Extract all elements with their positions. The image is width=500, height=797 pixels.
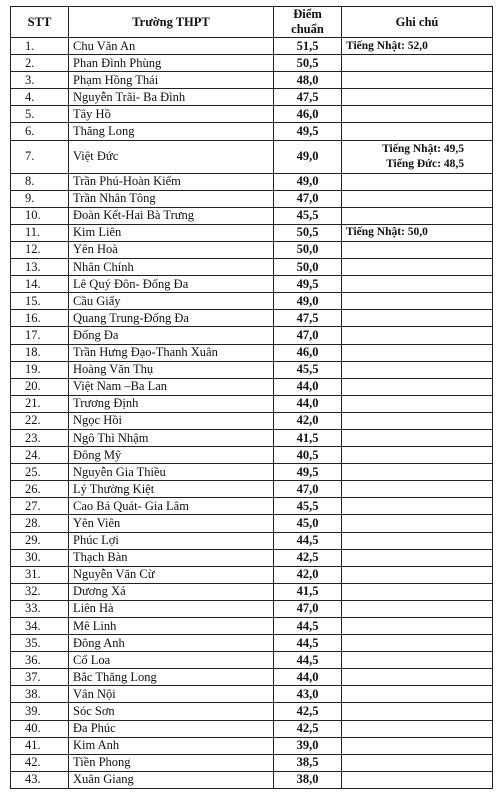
row-school-name: Tiền Phong — [69, 754, 274, 771]
row-school-name: Trần Phú-Hoàn Kiếm — [69, 173, 274, 190]
row-school-name: Cao Bá Quát- Gia Lâm — [69, 498, 274, 515]
row-stt: 2. — [11, 55, 69, 72]
header-school: Trường THPT — [69, 7, 274, 38]
header-score-line1: Điểm — [293, 7, 322, 21]
row-school-name: Ngô Thì Nhậm — [69, 429, 274, 446]
row-note — [342, 344, 493, 361]
table-row — [11, 106, 493, 123]
row-note — [342, 532, 493, 549]
table-row — [11, 771, 493, 788]
row-stt: 31. — [11, 566, 69, 583]
table-row — [11, 293, 493, 310]
table-row — [11, 720, 493, 737]
row-note — [342, 276, 493, 293]
row-stt: 17. — [11, 327, 69, 344]
row-note — [342, 549, 493, 566]
row-school-name: Nguyễn Văn Cừ — [69, 566, 274, 583]
note-line: Tiếng Nhật: 49,5 — [382, 142, 464, 155]
row-score: 49,0 — [274, 293, 342, 310]
header-note: Ghi chú — [342, 7, 493, 38]
row-note — [342, 771, 493, 788]
row-stt: 34. — [11, 618, 69, 635]
row-score: 49,5 — [274, 464, 342, 481]
row-school-name: Phạm Hồng Thái — [69, 72, 274, 89]
table-row — [11, 754, 493, 771]
header-stt: STT — [11, 7, 69, 38]
row-school-name: Yên Hoà — [69, 241, 274, 258]
row-school-name: Đông Mỹ — [69, 447, 274, 464]
row-school-name: Phúc Lợi — [69, 532, 274, 549]
row-score: 47,5 — [274, 310, 342, 327]
row-score: 44,5 — [274, 532, 342, 549]
row-note — [342, 686, 493, 703]
table-row — [11, 72, 493, 89]
row-note — [342, 412, 493, 429]
score-table-container — [10, 6, 492, 789]
table-row — [11, 224, 493, 241]
row-score: 45,5 — [274, 361, 342, 378]
header-score — [274, 7, 342, 38]
table-row — [11, 686, 493, 703]
row-note — [342, 310, 493, 327]
row-school-name: Bắc Thăng Long — [69, 669, 274, 686]
row-stt: 11. — [11, 224, 69, 241]
row-school-name: Sóc Sơn — [69, 703, 274, 720]
row-stt: 10. — [11, 207, 69, 224]
table-row — [11, 669, 493, 686]
row-stt: 43. — [11, 771, 69, 788]
table-row — [11, 344, 493, 361]
row-stt: 39. — [11, 703, 69, 720]
table-row — [11, 464, 493, 481]
row-note — [342, 447, 493, 464]
row-stt: 40. — [11, 720, 69, 737]
row-score: 45,5 — [274, 207, 342, 224]
row-school-name: Kim Anh — [69, 737, 274, 754]
table-row — [11, 361, 493, 378]
row-score: 46,0 — [274, 344, 342, 361]
row-note — [342, 600, 493, 617]
row-stt: 19. — [11, 361, 69, 378]
row-stt: 13. — [11, 259, 69, 276]
row-school-name: Trần Hưng Đạo-Thanh Xuân — [69, 344, 274, 361]
note-line: Tiếng Đức: 48,5 — [386, 157, 464, 170]
row-note — [342, 669, 493, 686]
row-school-name: Thạch Bàn — [69, 549, 274, 566]
row-stt: 26. — [11, 481, 69, 498]
table-header-row — [11, 7, 493, 38]
table-row — [11, 532, 493, 549]
note-line: Tiếng Nhật: 50,0 — [346, 226, 428, 239]
row-note — [342, 635, 493, 652]
row-note — [342, 703, 493, 720]
row-school-name: Việt Nam –Ba Lan — [69, 378, 274, 395]
table-row — [11, 55, 493, 72]
row-score: 44,0 — [274, 395, 342, 412]
row-note — [342, 618, 493, 635]
row-note — [342, 173, 493, 190]
row-note — [342, 55, 493, 72]
row-note — [342, 241, 493, 258]
row-school-name: Đống Đa — [69, 327, 274, 344]
row-stt: 12. — [11, 241, 69, 258]
row-stt: 8. — [11, 173, 69, 190]
row-note — [342, 515, 493, 532]
row-score: 41,5 — [274, 583, 342, 600]
table-row — [11, 207, 493, 224]
row-school-name: Ngọc Hồi — [69, 412, 274, 429]
table-row — [11, 549, 493, 566]
row-note — [342, 106, 493, 123]
row-score: 49,0 — [274, 140, 342, 173]
table-row — [11, 412, 493, 429]
table-row — [11, 600, 493, 617]
row-school-name: Thăng Long — [69, 123, 274, 140]
row-score: 42,5 — [274, 703, 342, 720]
row-note — [342, 652, 493, 669]
row-stt: 14. — [11, 276, 69, 293]
row-note — [342, 395, 493, 412]
row-score: 41,5 — [274, 429, 342, 446]
row-score: 49,5 — [274, 123, 342, 140]
row-stt: 9. — [11, 190, 69, 207]
row-stt: 24. — [11, 447, 69, 464]
row-stt: 36. — [11, 652, 69, 669]
table-row — [11, 429, 493, 446]
row-score: 38,5 — [274, 754, 342, 771]
table-row — [11, 737, 493, 754]
row-score: 40,5 — [274, 447, 342, 464]
row-note — [342, 583, 493, 600]
row-score: 38,0 — [274, 771, 342, 788]
row-score: 44,5 — [274, 618, 342, 635]
note-line: Tiếng Nhật: 52,0 — [346, 39, 428, 52]
row-stt: 6. — [11, 123, 69, 140]
row-stt: 3. — [11, 72, 69, 89]
table-row — [11, 618, 493, 635]
row-score: 47,5 — [274, 89, 342, 106]
row-school-name: Chu Văn An — [69, 38, 274, 55]
row-school-name: Vân Nội — [69, 686, 274, 703]
row-school-name: Xuân Giang — [69, 771, 274, 788]
row-note — [342, 89, 493, 106]
row-score: 42,5 — [274, 720, 342, 737]
row-note — [342, 361, 493, 378]
row-stt: 33. — [11, 600, 69, 617]
row-note — [342, 566, 493, 583]
row-school-name: Đoàn Kết-Hai Bà Trưng — [69, 207, 274, 224]
row-school-name: Đông Anh — [69, 635, 274, 652]
row-score: 50,5 — [274, 55, 342, 72]
table-row — [11, 378, 493, 395]
row-note — [342, 72, 493, 89]
row-score: 50,0 — [274, 259, 342, 276]
row-score: 44,0 — [274, 378, 342, 395]
row-school-name: Mê Linh — [69, 618, 274, 635]
row-note — [342, 190, 493, 207]
row-stt: 37. — [11, 669, 69, 686]
row-school-name: Nguyễn Gia Thiều — [69, 464, 274, 481]
table-row — [11, 276, 493, 293]
row-school-name: Dương Xá — [69, 583, 274, 600]
row-stt: 35. — [11, 635, 69, 652]
row-score: 49,0 — [274, 173, 342, 190]
row-score: 47,0 — [274, 190, 342, 207]
row-school-name: Yên Viên — [69, 515, 274, 532]
header-score-line2: chuẩn — [291, 22, 324, 36]
row-note — [342, 327, 493, 344]
row-stt: 15. — [11, 293, 69, 310]
row-school-name: Hoàng Văn Thụ — [69, 361, 274, 378]
row-note — [342, 140, 493, 173]
table-row — [11, 310, 493, 327]
row-score: 47,0 — [274, 327, 342, 344]
table-row — [11, 173, 493, 190]
table-row — [11, 515, 493, 532]
row-school-name: Quang Trung-Đống Đa — [69, 310, 274, 327]
row-stt: 23. — [11, 429, 69, 446]
row-note — [342, 429, 493, 446]
row-note — [342, 498, 493, 515]
row-score: 51,5 — [274, 38, 342, 55]
row-stt: 16. — [11, 310, 69, 327]
row-score: 46,0 — [274, 106, 342, 123]
row-note — [342, 123, 493, 140]
row-note — [342, 378, 493, 395]
row-score: 50,5 — [274, 224, 342, 241]
row-stt: 38. — [11, 686, 69, 703]
row-note — [342, 464, 493, 481]
row-stt: 1. — [11, 38, 69, 55]
row-stt: 7. — [11, 140, 69, 173]
row-stt: 18. — [11, 344, 69, 361]
row-school-name: Kim Liên — [69, 224, 274, 241]
table-row — [11, 123, 493, 140]
table-row — [11, 481, 493, 498]
row-score: 42,5 — [274, 549, 342, 566]
row-score: 47,0 — [274, 600, 342, 617]
row-school-name: Nhân Chính — [69, 259, 274, 276]
row-stt: 22. — [11, 412, 69, 429]
row-score: 48,0 — [274, 72, 342, 89]
row-school-name: Đa Phúc — [69, 720, 274, 737]
row-school-name: Tây Hồ — [69, 106, 274, 123]
row-stt: 30. — [11, 549, 69, 566]
row-note — [342, 737, 493, 754]
table-row — [11, 89, 493, 106]
row-note — [342, 259, 493, 276]
table-row — [11, 566, 493, 583]
row-score: 44,5 — [274, 652, 342, 669]
row-score: 50,0 — [274, 241, 342, 258]
row-school-name: Việt Đức — [69, 140, 274, 173]
row-stt: 42. — [11, 754, 69, 771]
row-school-name: Lý Thường Kiệt — [69, 481, 274, 498]
row-score: 45,5 — [274, 498, 342, 515]
row-note — [342, 754, 493, 771]
row-score: 49,5 — [274, 276, 342, 293]
table-row — [11, 635, 493, 652]
row-stt: 21. — [11, 395, 69, 412]
table-row — [11, 327, 493, 344]
table-row — [11, 652, 493, 669]
row-school-name: Cổ Loa — [69, 652, 274, 669]
row-stt: 41. — [11, 737, 69, 754]
row-school-name: Cầu Giấy — [69, 293, 274, 310]
table-row — [11, 447, 493, 464]
row-score: 43,0 — [274, 686, 342, 703]
row-score: 45,0 — [274, 515, 342, 532]
row-score: 39,0 — [274, 737, 342, 754]
row-stt: 29. — [11, 532, 69, 549]
table-row — [11, 259, 493, 276]
row-stt: 28. — [11, 515, 69, 532]
row-stt: 25. — [11, 464, 69, 481]
row-note — [342, 38, 493, 55]
table-row — [11, 140, 493, 173]
row-score: 44,0 — [274, 669, 342, 686]
table-row — [11, 703, 493, 720]
table-row — [11, 190, 493, 207]
admission-score-table — [10, 6, 493, 789]
table-row — [11, 395, 493, 412]
row-note — [342, 720, 493, 737]
table-row — [11, 241, 493, 258]
row-note — [342, 293, 493, 310]
row-score: 42,0 — [274, 412, 342, 429]
row-note — [342, 224, 493, 241]
row-note — [342, 481, 493, 498]
row-school-name: Trương Định — [69, 395, 274, 412]
row-score: 47,0 — [274, 481, 342, 498]
row-stt: 32. — [11, 583, 69, 600]
table-row — [11, 38, 493, 55]
row-score: 44,5 — [274, 635, 342, 652]
table-row — [11, 498, 493, 515]
row-school-name: Liên Hà — [69, 600, 274, 617]
row-stt: 27. — [11, 498, 69, 515]
row-school-name: Nguyễn Trãi- Ba Đình — [69, 89, 274, 106]
row-stt: 4. — [11, 89, 69, 106]
table-row — [11, 583, 493, 600]
row-school-name: Phan Đình Phùng — [69, 55, 274, 72]
table-body — [11, 38, 493, 789]
row-stt: 5. — [11, 106, 69, 123]
row-stt: 20. — [11, 378, 69, 395]
row-score: 42,0 — [274, 566, 342, 583]
row-school-name: Trần Nhân Tông — [69, 190, 274, 207]
row-note — [342, 207, 493, 224]
row-school-name: Lê Quý Đôn- Đống Đa — [69, 276, 274, 293]
